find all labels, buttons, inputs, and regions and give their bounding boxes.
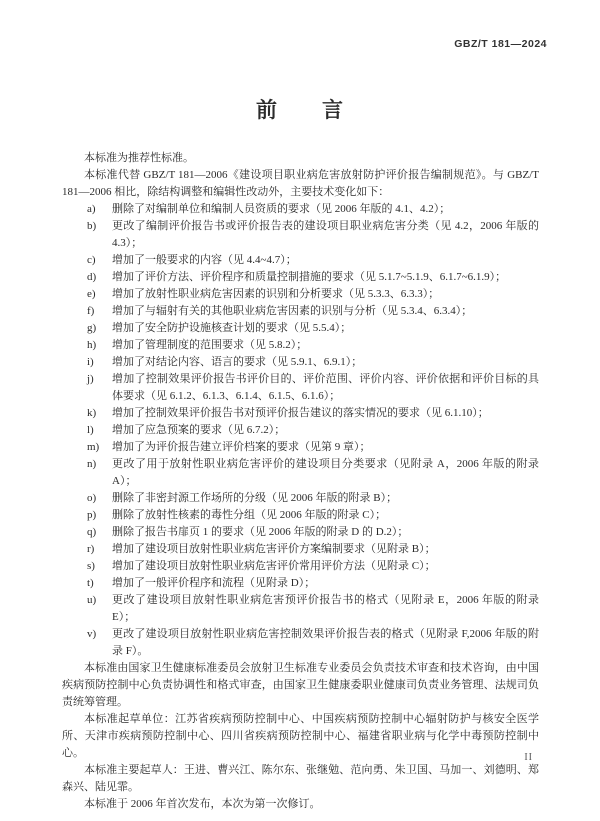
change-item: [62, 507, 539, 524]
change-text: 增加了控制效果评价报告书对预评价报告建议的落实情况的要求（见 6.1.10）；: [112, 407, 489, 419]
change-label: h): [87, 339, 97, 351]
change-text: 删除了报告书扉页 1 的要求（见 2006 年版的附录 D 的 D.2）；: [112, 526, 409, 538]
change-item: [62, 490, 539, 507]
change-text: 增加了与辐射有关的其他职业病危害因素的识别与分析（见 5.3.4、6.3.4）；: [112, 305, 473, 317]
change-item: [62, 524, 539, 541]
change-label: o): [87, 492, 97, 504]
change-item: [62, 354, 539, 371]
change-text: 增加了评价方法、评价程序和质量控制措施的要求（见 5.1.7~5.1.9、6.1.7~6.1.9）；: [112, 271, 507, 283]
paragraph: 本标准为推荐性标准。: [84, 152, 194, 164]
page-title: 前 言: [256, 99, 344, 122]
change-item: [62, 626, 539, 660]
intro-paragraphs: [62, 150, 539, 201]
change-text: 增加了对结论内容、语言的要求（见 5.9.1、6.9.1）；: [112, 356, 363, 368]
change-label: p): [87, 509, 97, 521]
change-text: 更改了用于放射性职业病危害评价的建设项目分类要求（见附录 A，2006 年版的附录 A）；: [112, 458, 539, 487]
change-text: 增加了为评价报告建立评价档案的要求（见第 9 章）；: [112, 441, 371, 453]
standard-number: GBZ/T 181—2024: [454, 38, 547, 50]
change-label: j): [87, 373, 94, 385]
change-text: 增加了安全防护设施核查计划的要求（见 5.5.4）；: [112, 322, 352, 334]
change-label: n): [87, 458, 97, 470]
change-text: 增加了建设项目放射性职业病危害评价方案编制要求（见附录 B）；: [112, 543, 436, 555]
change-item: [62, 456, 539, 490]
change-item: [62, 439, 539, 456]
change-label: a): [87, 203, 96, 215]
change-item: [62, 371, 539, 405]
change-label: u): [87, 594, 97, 606]
paragraph: 本标准由国家卫生健康标准委员会放射卫生标准专业委员会负责技术审查和技术咨询，由中国疾病预防控制中心负责协调性和格式审查，由国家卫生健康委职业健康司负责业务管理、法规司负责统筹管理。: [62, 662, 539, 708]
change-item: [62, 405, 539, 422]
change-item: [62, 303, 539, 320]
paragraph: 本标准于 2006 年首次发布，本次为第一次修订。: [84, 798, 321, 810]
change-text: 更改了编制评价报告书或评价报告表的建设项目职业病危害分类（见 4.2，2006 年版的 4.3）；: [112, 220, 539, 249]
change-text: 增加了应急预案的要求（见 6.7.2）；: [112, 424, 286, 436]
change-item: [62, 558, 539, 575]
change-item: [62, 252, 539, 269]
change-text: 增加了控制效果评价报告书评价目的、评价范围、评价内容、评价依据和评价目标的具体要求（见 6.1.2、6.1.3、6.1.4、6.1.5、6.1.6）；: [112, 373, 539, 402]
change-item: [62, 269, 539, 286]
change-item: [62, 286, 539, 303]
paragraph: 本标准起草单位：江苏省疾病预防控制中心、中国疾病预防控制中心辐射防护与核安全医学所、天津市疾病预防控制中心、四川省疾病预防控制中心、福建省职业病与化学中毒预防控制中心。: [62, 713, 539, 759]
change-label: r): [87, 543, 95, 555]
change-text: 增加了一般评价程序和流程（见附录 D）；: [112, 577, 316, 589]
change-text: 增加了管理制度的范围要求（见 5.8.2）；: [112, 339, 308, 351]
change-text: 删除了对编制单位和编制人员资质的要求（见 2006 年版的 4.1、4.2）；: [112, 203, 451, 215]
closing-paragraphs: [62, 660, 539, 813]
change-item: [62, 337, 539, 354]
change-text: 增加了放射性职业病危害因素的识别和分析要求（见 5.3.3、6.3.3）；: [112, 288, 440, 300]
change-text: 更改了建设项目放射性职业病危害控制效果评价报告表的格式（见附录 F,2006 年版的附录 F）。: [112, 628, 539, 657]
change-text: 删除了非密封源工作场所的分级（见 2006 年版的附录 B）；: [112, 492, 398, 504]
change-text: 删除了放射性核素的毒性分组（见 2006 年版的附录 C）；: [112, 509, 387, 521]
change-label: t): [87, 577, 94, 589]
change-label: s): [87, 560, 95, 572]
change-item: [62, 320, 539, 337]
change-label: i): [87, 356, 94, 368]
change-item: [62, 218, 539, 252]
change-label: v): [87, 628, 97, 640]
foreword-content: [62, 150, 539, 813]
change-item: [62, 201, 539, 218]
change-item: [62, 541, 539, 558]
change-label: l): [87, 424, 94, 436]
change-text: 更改了建设项目放射性职业病危害预评价报告书的格式（见附录 E，2006 年版的附录 E）；: [112, 594, 539, 623]
change-label: m): [87, 441, 100, 453]
change-label: e): [87, 288, 96, 300]
change-label: c): [87, 254, 96, 266]
change-label: d): [87, 271, 97, 283]
change-label: k): [87, 407, 97, 419]
change-item: [62, 592, 539, 626]
change-text: 增加了建设项目放射性职业病危害评价常用评价方法（见附录 C）；: [112, 560, 436, 572]
change-label: q): [87, 526, 97, 538]
change-label: g): [87, 322, 97, 334]
paragraph: 本标准主要起草人：王进、曹兴江、陈尔东、张继勉、范向勇、朱卫国、马加一、刘德明、郑森兴、陆见霏。: [62, 764, 539, 793]
change-label: f): [87, 305, 95, 317]
change-text: 增加了一般要求的内容（见 4.4~4.7）；: [112, 254, 297, 266]
page-number: II: [524, 752, 533, 763]
change-label: b): [87, 220, 97, 232]
paragraph: 本标准代替 GBZ/T 181—2006《建设项目职业病危害放射防护评价报告编制规范》。与 GBZ/T 181—2006 相比，除结构调整和编辑性改动外，主要技术变化如下：: [62, 169, 539, 198]
change-list: [62, 201, 539, 660]
change-item: [62, 422, 539, 439]
change-item: [62, 575, 539, 592]
